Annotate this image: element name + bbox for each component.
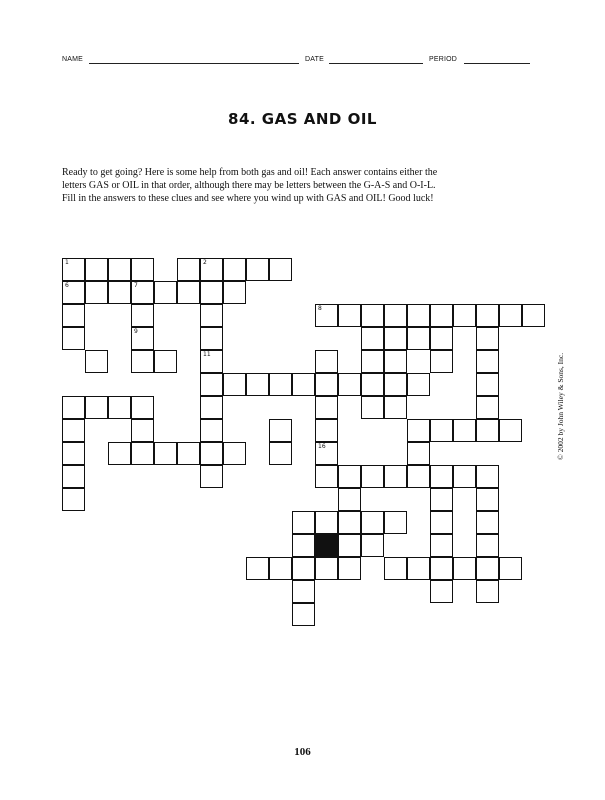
crossword-cell[interactable] bbox=[407, 373, 430, 396]
date-label: DATE bbox=[305, 56, 324, 63]
crossword-cell[interactable] bbox=[315, 557, 338, 580]
crossword-cell[interactable] bbox=[315, 304, 338, 327]
crossword-cell[interactable] bbox=[269, 258, 292, 281]
crossword-cell[interactable] bbox=[361, 396, 384, 419]
crossword-cell[interactable] bbox=[407, 304, 430, 327]
clue-number: 1 bbox=[65, 259, 69, 266]
crossword-cell[interactable] bbox=[315, 396, 338, 419]
crossword-cell[interactable] bbox=[430, 350, 453, 373]
crossword-cell[interactable] bbox=[292, 557, 315, 580]
crossword-cell[interactable] bbox=[407, 419, 430, 442]
crossword-cell[interactable] bbox=[200, 327, 223, 350]
crossword-cell[interactable] bbox=[384, 465, 407, 488]
worksheet-title: 84. GAS AND OIL bbox=[228, 110, 377, 128]
crossword-cell[interactable] bbox=[522, 304, 545, 327]
crossword-cell[interactable] bbox=[476, 534, 499, 557]
period-label: PERIOD bbox=[429, 56, 458, 63]
crossword-cell[interactable] bbox=[476, 488, 499, 511]
crossword-cell[interactable] bbox=[384, 350, 407, 373]
crossword-cell[interactable] bbox=[476, 396, 499, 419]
instructions-line: Fill in the answers to these clues and see where you wind up with GAS and OIL! Good luck! bbox=[62, 193, 434, 204]
crossword-cell[interactable] bbox=[131, 442, 154, 465]
crossword-cell[interactable] bbox=[246, 557, 269, 580]
crossword-cell[interactable] bbox=[338, 373, 361, 396]
crossword-cell[interactable] bbox=[338, 534, 361, 557]
crossword-cell[interactable] bbox=[200, 396, 223, 419]
crossword-cell[interactable] bbox=[62, 488, 85, 511]
crossword-cell[interactable] bbox=[361, 350, 384, 373]
crossword-cell[interactable] bbox=[62, 465, 85, 488]
crossword-cell[interactable] bbox=[131, 396, 154, 419]
page-number: 106 bbox=[294, 746, 311, 758]
crossword-cell[interactable] bbox=[177, 281, 200, 304]
clue-number: 11 bbox=[203, 351, 211, 358]
crossword-cell[interactable] bbox=[315, 511, 338, 534]
instructions-line: Ready to get going? Here is some help from both gas and oil! Each answer contains either the bbox=[62, 167, 438, 178]
crossword-cell[interactable] bbox=[499, 419, 522, 442]
crossword-cell[interactable] bbox=[476, 511, 499, 534]
crossword-cell[interactable] bbox=[108, 281, 131, 304]
crossword-cell[interactable] bbox=[85, 258, 108, 281]
crossword-cell[interactable] bbox=[361, 304, 384, 327]
crossword-cell[interactable] bbox=[223, 442, 246, 465]
crossword-cell[interactable] bbox=[154, 350, 177, 373]
crossword-cell[interactable] bbox=[62, 442, 85, 465]
crossword-cell[interactable] bbox=[453, 465, 476, 488]
clue-number: 8 bbox=[318, 305, 322, 312]
crossword-cell[interactable] bbox=[338, 465, 361, 488]
crossword-cell[interactable] bbox=[269, 373, 292, 396]
crossword-cell[interactable] bbox=[407, 465, 430, 488]
crossword-cell[interactable] bbox=[476, 557, 499, 580]
crossword-cell[interactable] bbox=[407, 442, 430, 465]
crossword-cell[interactable] bbox=[269, 442, 292, 465]
crossword-cell[interactable] bbox=[108, 396, 131, 419]
crossword-cell[interactable] bbox=[85, 281, 108, 304]
crossword-cell[interactable] bbox=[177, 258, 200, 281]
crossword-cell[interactable] bbox=[200, 419, 223, 442]
clue-number: 6 bbox=[65, 282, 69, 289]
crossword-cell[interactable] bbox=[430, 419, 453, 442]
crossword-cell[interactable] bbox=[338, 488, 361, 511]
crossword-cell[interactable] bbox=[361, 327, 384, 350]
clue-number: 16 bbox=[318, 443, 326, 450]
crossword-cell[interactable] bbox=[292, 373, 315, 396]
crossword-cell[interactable] bbox=[476, 304, 499, 327]
crossword-cell[interactable] bbox=[430, 488, 453, 511]
crossword-cell[interactable] bbox=[453, 304, 476, 327]
crossword-cell[interactable] bbox=[315, 373, 338, 396]
crossword-cell[interactable] bbox=[200, 350, 223, 373]
crossword-cell[interactable] bbox=[131, 419, 154, 442]
crossword-cell[interactable] bbox=[177, 442, 200, 465]
crossword-cell[interactable] bbox=[384, 304, 407, 327]
crossword-cell[interactable] bbox=[62, 304, 85, 327]
crossword-black-square bbox=[315, 534, 338, 557]
crossword-cell[interactable] bbox=[476, 580, 499, 603]
clue-number: 9 bbox=[134, 328, 138, 335]
crossword-cell[interactable] bbox=[453, 419, 476, 442]
crossword-cell[interactable] bbox=[430, 557, 453, 580]
crossword-cell[interactable] bbox=[200, 442, 223, 465]
crossword-cell[interactable] bbox=[154, 281, 177, 304]
crossword-cell[interactable] bbox=[200, 465, 223, 488]
crossword-cell[interactable] bbox=[223, 373, 246, 396]
crossword-cell[interactable] bbox=[200, 304, 223, 327]
instructions-line: letters GAS or OIL in that order, although there may be letters between the G-A-S and O-I-L. bbox=[62, 180, 436, 191]
crossword-cell[interactable] bbox=[407, 327, 430, 350]
crossword-cell[interactable] bbox=[476, 373, 499, 396]
crossword-cell[interactable] bbox=[384, 327, 407, 350]
crossword-cell[interactable] bbox=[453, 557, 476, 580]
crossword-cell[interactable] bbox=[384, 373, 407, 396]
crossword-cell[interactable] bbox=[85, 350, 108, 373]
crossword-cell[interactable] bbox=[476, 327, 499, 350]
crossword-cell[interactable] bbox=[315, 419, 338, 442]
crossword-cell[interactable] bbox=[223, 258, 246, 281]
crossword-cell[interactable] bbox=[430, 327, 453, 350]
crossword-cell[interactable] bbox=[430, 511, 453, 534]
crossword-cell[interactable] bbox=[154, 442, 177, 465]
crossword-cell[interactable] bbox=[361, 511, 384, 534]
crossword-cell[interactable] bbox=[269, 557, 292, 580]
crossword-cell[interactable] bbox=[338, 557, 361, 580]
crossword-cell[interactable] bbox=[292, 580, 315, 603]
copyright-notice: © 2002 by John Wiley & Sons, Inc. bbox=[556, 352, 565, 460]
crossword-cell[interactable] bbox=[62, 419, 85, 442]
crossword-cell[interactable] bbox=[407, 557, 430, 580]
crossword-cell[interactable] bbox=[200, 258, 223, 281]
crossword-cell[interactable] bbox=[292, 511, 315, 534]
name-label: NAME bbox=[62, 56, 84, 63]
crossword-cell[interactable] bbox=[476, 465, 499, 488]
crossword-cell[interactable] bbox=[384, 396, 407, 419]
clue-number: 7 bbox=[134, 282, 138, 289]
crossword-cell[interactable] bbox=[108, 258, 131, 281]
crossword-cell[interactable] bbox=[108, 442, 131, 465]
crossword-cell[interactable] bbox=[499, 304, 522, 327]
crossword-cell[interactable] bbox=[62, 281, 85, 304]
crossword-cell[interactable] bbox=[338, 511, 361, 534]
crossword-cell[interactable] bbox=[292, 603, 315, 626]
crossword-cell[interactable] bbox=[430, 580, 453, 603]
clue-number: 2 bbox=[203, 259, 207, 266]
crossword-cell[interactable] bbox=[62, 396, 85, 419]
crossword-cell[interactable] bbox=[315, 442, 338, 465]
crossword-cell[interactable] bbox=[315, 465, 338, 488]
crossword-cell[interactable] bbox=[499, 557, 522, 580]
crossword-cell[interactable] bbox=[200, 373, 223, 396]
crossword-cell[interactable] bbox=[384, 557, 407, 580]
crossword-cell[interactable] bbox=[430, 534, 453, 557]
crossword-cell[interactable] bbox=[131, 304, 154, 327]
crossword-cell[interactable] bbox=[246, 258, 269, 281]
crossword-cell[interactable] bbox=[384, 511, 407, 534]
crossword-cell[interactable] bbox=[361, 373, 384, 396]
crossword-cell[interactable] bbox=[361, 465, 384, 488]
crossword-cell[interactable] bbox=[131, 327, 154, 350]
crossword-cell[interactable] bbox=[269, 419, 292, 442]
crossword-cell[interactable] bbox=[430, 465, 453, 488]
crossword-cell[interactable] bbox=[131, 350, 154, 373]
crossword-cell[interactable] bbox=[430, 304, 453, 327]
crossword-cell[interactable] bbox=[131, 258, 154, 281]
crossword-cell[interactable] bbox=[476, 350, 499, 373]
crossword-cell[interactable] bbox=[292, 534, 315, 557]
crossword-cell[interactable] bbox=[361, 534, 384, 557]
crossword-cell[interactable] bbox=[62, 327, 85, 350]
crossword-cell[interactable] bbox=[200, 281, 223, 304]
crossword-cell[interactable] bbox=[223, 281, 246, 304]
crossword-cell[interactable] bbox=[246, 373, 269, 396]
crossword-cell[interactable] bbox=[315, 350, 338, 373]
crossword-cell[interactable] bbox=[476, 419, 499, 442]
crossword-cell[interactable] bbox=[85, 396, 108, 419]
crossword-cell[interactable] bbox=[338, 304, 361, 327]
crossword-cell[interactable] bbox=[62, 258, 85, 281]
crossword-cell[interactable] bbox=[131, 281, 154, 304]
